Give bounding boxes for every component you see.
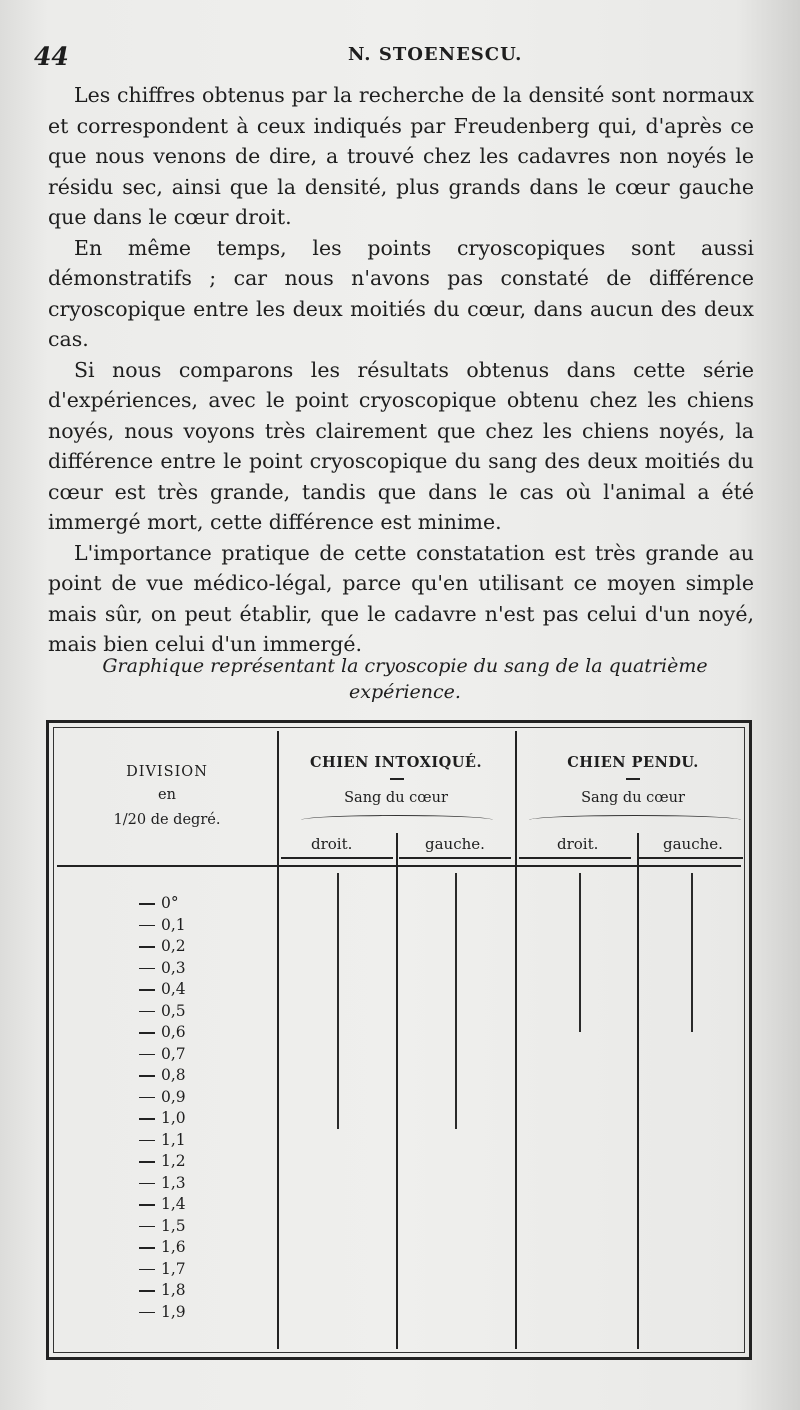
scale-label (139, 1151, 259, 1172)
scale-value: 1,3 (161, 1173, 186, 1192)
scale-value: 0,4 (161, 980, 186, 998)
scale-label (139, 979, 259, 1000)
page-header (30, 42, 770, 72)
scale-value: 1,1 (161, 1130, 186, 1149)
paragraph: L'importance pratique de cette constatation est très grande au point de vue médico-légal, parce qu'en utilisant ce moyen simple mais sûr, on peut établir, que le cadavre n'est pas celui d'un noyé, mais bien celui d'un immergé. (48, 540, 754, 656)
scale-tick (139, 1161, 155, 1163)
scale-value: 1,2 (161, 1152, 186, 1170)
scale-tick (139, 1011, 155, 1013)
label-droit: droit. (557, 835, 599, 853)
scale-label (139, 958, 259, 979)
scale-tick (139, 1118, 155, 1120)
scale-tick (139, 989, 155, 991)
scale-value: 0° (161, 894, 179, 912)
scale-tick (139, 1204, 155, 1206)
running-head: N. STOENESCU. (348, 44, 523, 65)
page-number: 44 (34, 42, 69, 71)
header-rule (57, 865, 741, 867)
scale-label (139, 1065, 259, 1086)
figure-caption (60, 653, 750, 705)
scale-tick (139, 1269, 155, 1271)
group-title-intoxique: CHIEN INTOXIQUÉ. (310, 754, 482, 771)
scale-value: 1,8 (161, 1281, 186, 1299)
cryoscopy-bar (691, 873, 693, 1032)
scale-label (139, 1108, 259, 1129)
group-title-pendu: CHIEN PENDU. (567, 754, 699, 771)
label-gauche: gauche. (425, 835, 485, 853)
scale-tick (139, 1140, 155, 1142)
scale-label (139, 1302, 259, 1323)
title-dash (626, 778, 640, 780)
scale-tick (139, 946, 155, 948)
scale-label (139, 1130, 259, 1151)
cryoscopy-chart (46, 720, 752, 1360)
subheader-rule (519, 857, 631, 859)
scale-label (139, 1044, 259, 1065)
group-subtitle-pendu: Sang du cœur (581, 790, 685, 806)
scale-value: 1,9 (161, 1302, 186, 1321)
scale-tick (139, 1290, 155, 1292)
scale-tick (139, 903, 155, 905)
paragraph: En même temps, les points cryoscopiques sont aussi démonstratifs ; car nous n'avons pas constaté de différence cryoscopique entre les deux moitiés du cœur, dans aucun des deux cas. (48, 235, 754, 351)
scale-tick (139, 968, 155, 970)
scale-value: 1,7 (161, 1259, 186, 1278)
scale-label (139, 1173, 259, 1194)
division-label: DIVISION (126, 764, 208, 780)
column-divider (515, 731, 517, 1349)
scale-value: 0,9 (161, 1087, 186, 1106)
scale-value: 0,1 (161, 915, 186, 934)
scale-label (139, 915, 259, 936)
brace (301, 815, 493, 825)
scale-label (139, 1001, 259, 1022)
group-subtitle-intoxique: Sang du cœur (344, 790, 448, 806)
caption-line: Graphique représentant la cryoscopie du sang de la quatrième (102, 655, 708, 677)
division-unit: en (158, 787, 176, 803)
scale-value: 0,5 (161, 1001, 186, 1020)
scale-tick (139, 1032, 155, 1034)
scale-tick (139, 925, 155, 927)
scale-label (139, 936, 259, 957)
column-divider (637, 833, 639, 1349)
division-header (59, 763, 275, 830)
division-scale-note: 1/20 de degré. (113, 812, 221, 828)
subheader-rule (637, 857, 743, 859)
scale-value: 0,2 (161, 937, 186, 955)
body-text (48, 80, 754, 660)
brace (529, 815, 741, 825)
scale-value: 0,8 (161, 1066, 186, 1084)
cryoscopy-bar (337, 873, 339, 1129)
title-dash (390, 778, 404, 780)
scale-tick (139, 1097, 155, 1099)
scale-label (139, 1216, 259, 1237)
scale-tick (139, 1075, 155, 1077)
column-divider (277, 731, 279, 1349)
scale-value: 0,3 (161, 958, 186, 977)
scale-tick (139, 1183, 155, 1185)
caption-line: expérience. (349, 681, 461, 703)
scale-tick (139, 1226, 155, 1228)
scale-value: 0,6 (161, 1023, 186, 1041)
subheader-rule (399, 857, 511, 859)
scale-value: 1,5 (161, 1216, 186, 1235)
scale-tick (139, 1054, 155, 1056)
scale-value: 1,6 (161, 1238, 186, 1256)
cryoscopy-bar (579, 873, 581, 1032)
scale-label (139, 1087, 259, 1108)
scale-tick (139, 1247, 155, 1249)
cryoscopy-bar (455, 873, 457, 1129)
scale-value: 1,0 (161, 1109, 186, 1127)
paragraph: Si nous comparons les résultats obtenus dans cette série d'expériences, avec le point cryoscopique obtenu chez les chiens noyés, nous voyons très clairement que chez les chiens noyés, la différence entre le point cryoscopique du sang des deux moitiés du cœur est très grande, tandis que dans le cas où l'animal a été immergé mort, cette différence est minime. (48, 357, 754, 534)
scale-value: 0,7 (161, 1044, 186, 1063)
scale-label (139, 893, 259, 914)
scale-label (139, 1280, 259, 1301)
scale-label (139, 1194, 259, 1215)
scale-label (139, 1022, 259, 1043)
label-gauche: gauche. (663, 835, 723, 853)
label-droit: droit. (311, 835, 353, 853)
scale-label (139, 1259, 259, 1280)
paragraph: Les chiffres obtenus par la recherche de la densité sont normaux et correspondent à ceux indiqués par Freudenberg qui, d'après ce que nous venons de dire, a trouvé chez les cadavres non noyés le résidu sec, ainsi que la densité, plus grands dans le cœur gauche que dans le cœur droit. (48, 83, 754, 229)
scale-tick (139, 1312, 155, 1314)
scale-value: 1,4 (161, 1195, 186, 1213)
subheader-rule (281, 857, 393, 859)
scale-label (139, 1237, 259, 1258)
column-divider (396, 833, 398, 1349)
